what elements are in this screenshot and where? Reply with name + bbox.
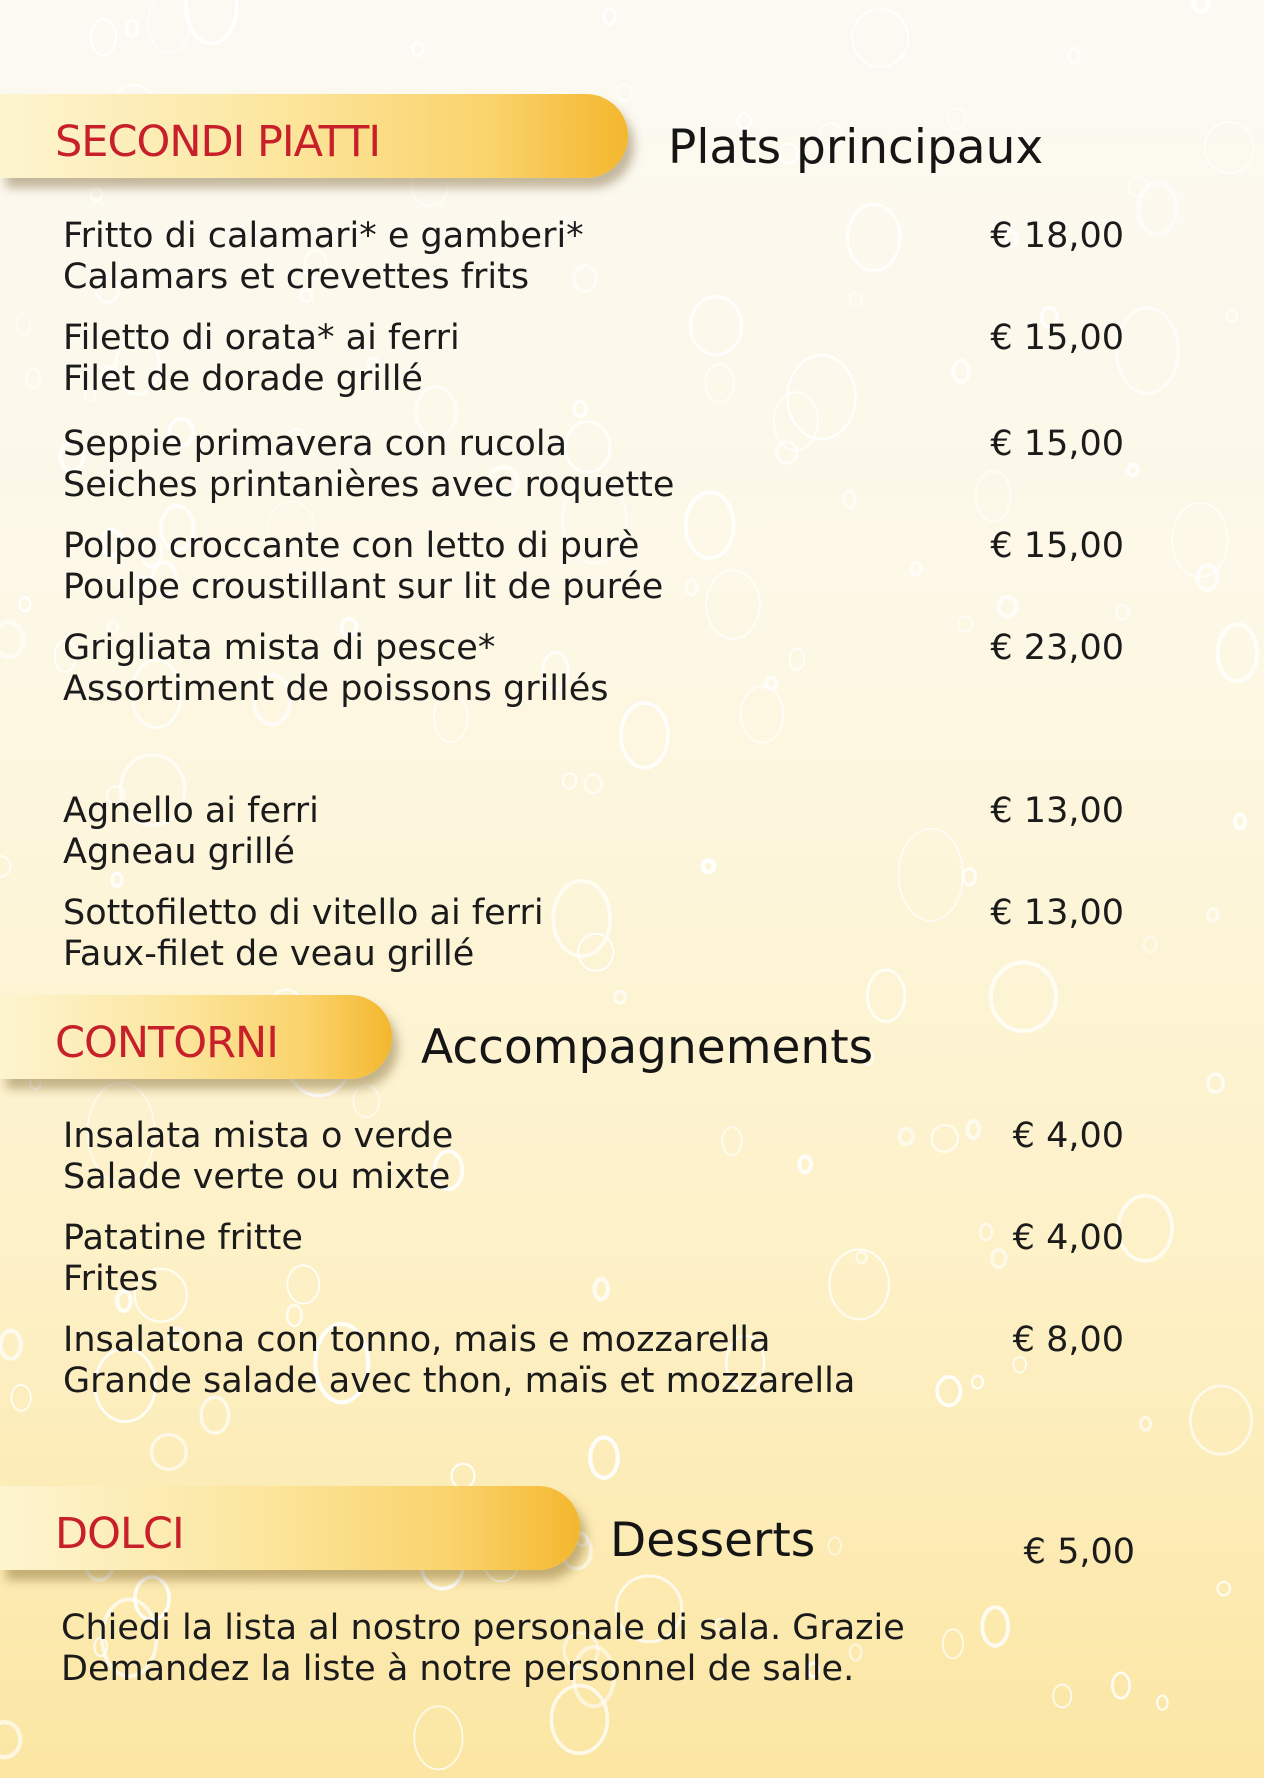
dish-name-fr: Assortiment de poissons grillés bbox=[63, 669, 609, 709]
dish-price: € 4,00 bbox=[1012, 1218, 1124, 1258]
dish-name-fr: Faux-filet de veau grillé bbox=[63, 934, 475, 974]
dish-price: € 18,00 bbox=[990, 216, 1124, 256]
section-title-secondi-it: SECONDI PIATTI bbox=[55, 117, 381, 167]
dish-name-it: Sottofiletto di vitello ai ferri bbox=[63, 893, 544, 933]
section-title-contorni-it: CONTORNI bbox=[55, 1018, 278, 1068]
dish-price: € 15,00 bbox=[990, 318, 1124, 358]
dish-name-it: Patatine fritte bbox=[63, 1218, 303, 1258]
dish-price: € 13,00 bbox=[990, 893, 1124, 933]
dish-name-fr: Salade verte ou mixte bbox=[63, 1157, 451, 1197]
dish-name-fr: Poulpe croustillant sur lit de purée bbox=[63, 567, 664, 607]
dolci-note bbox=[61, 1608, 905, 1690]
dish-name-it: Grigliata mista di pesce* bbox=[63, 628, 496, 668]
menu-item bbox=[63, 628, 609, 710]
dish-price: € 15,00 bbox=[990, 424, 1124, 464]
menu-item bbox=[63, 791, 319, 873]
dish-name-fr: Agneau grillé bbox=[63, 832, 295, 872]
dish-price: € 23,00 bbox=[990, 628, 1124, 668]
dish-name-it: Agnello ai ferri bbox=[63, 791, 319, 831]
dish-price: € 4,00 bbox=[1012, 1116, 1124, 1156]
dish-name-fr: Frites bbox=[63, 1259, 159, 1299]
note-it: Chiedi la lista al nostro personale di sala. Grazie bbox=[61, 1608, 905, 1648]
menu-item bbox=[63, 318, 460, 400]
menu-item bbox=[63, 1116, 453, 1198]
dish-name-it: Fritto di calamari* e gamberi* bbox=[63, 216, 584, 256]
menu-item bbox=[63, 216, 584, 298]
menu-item bbox=[63, 424, 674, 506]
note-fr: Demandez la liste à notre personnel de salle. bbox=[61, 1649, 855, 1689]
menu-item bbox=[63, 1218, 303, 1300]
section-title-secondi-fr: Plats principaux bbox=[668, 120, 1044, 175]
dish-name-fr: Filet de dorade grillé bbox=[63, 359, 423, 399]
dish-name-it: Seppie primavera con rucola bbox=[63, 424, 568, 464]
section-title-dolci-it: DOLCI bbox=[55, 1509, 184, 1559]
menu-item bbox=[63, 526, 663, 608]
dish-name-it: Insalata mista o verde bbox=[63, 1116, 454, 1156]
menu-item bbox=[63, 1320, 855, 1402]
dolci-price: € 5,00 bbox=[1023, 1532, 1135, 1572]
dish-name-it: Filetto di orata* ai ferri bbox=[63, 318, 460, 358]
dish-name-fr: Calamars et crevettes frits bbox=[63, 257, 530, 297]
dish-price: € 15,00 bbox=[990, 526, 1124, 566]
dish-price: € 13,00 bbox=[990, 791, 1124, 831]
dish-name-it: Polpo croccante con letto di purè bbox=[63, 526, 640, 566]
dish-name-fr: Seiches printanières avec roquette bbox=[63, 465, 675, 505]
dish-price: € 8,00 bbox=[1012, 1320, 1124, 1360]
dish-name-fr: Grande salade avec thon, maïs et mozzarella bbox=[63, 1361, 856, 1401]
dish-name-it: Insalatona con tonno, mais e mozzarella bbox=[63, 1320, 771, 1360]
section-title-contorni-fr: Accompagnements bbox=[421, 1020, 874, 1075]
section-title-dolci-fr: Desserts bbox=[610, 1513, 816, 1568]
menu-item bbox=[63, 893, 544, 975]
